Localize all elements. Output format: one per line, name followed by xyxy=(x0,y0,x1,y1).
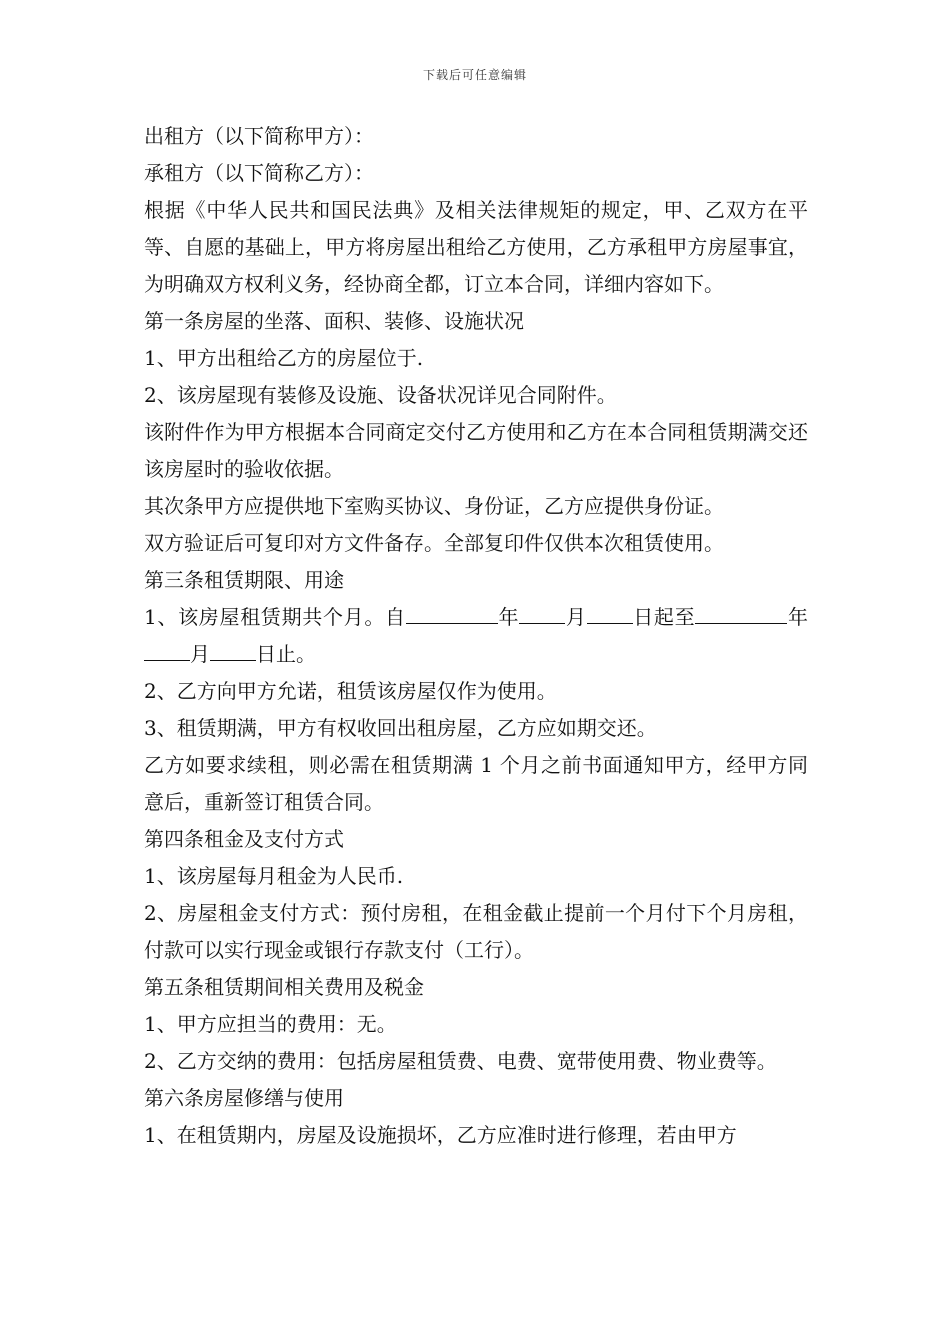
term-text-f: 月 xyxy=(190,642,210,666)
article-6-item-1: 1、在租赁期内，房屋及设施损坏，乙方应准时进行修理，若由甲方 xyxy=(144,1123,737,1147)
blank-end-day xyxy=(210,638,256,661)
header-note: 下载后可任意编辑 xyxy=(422,68,527,82)
article-4-item-1: 1、该房屋每月租金为人民币. xyxy=(144,864,404,888)
term-text-b: 年 xyxy=(497,605,520,629)
article-2-line-2: 双方验证后可复印对方文件备存。全部复印件仅供本次租赁使用。 xyxy=(144,531,724,555)
lessee-line: 承租方（以下简称乙方）： xyxy=(144,161,374,185)
article-5-item-1: 1、甲方应担当的费用：无。 xyxy=(144,1012,397,1036)
term-text-e: 年 xyxy=(787,605,809,629)
blank-start-day xyxy=(587,601,633,624)
article-5-item-2: 2、乙方交纳的费用：包括房屋租赁费、电费、宽带使用费、物业费等。 xyxy=(144,1049,777,1073)
article-1-note: 该附件作为甲方根据本合同商定交付乙方使用和乙方在本合同租赁期满交还该房屋时的验收依据。 xyxy=(144,420,808,481)
blank-end-month xyxy=(144,638,190,661)
term-text-g: 日止。 xyxy=(256,642,316,666)
article-3-renewal: 乙方如要求续租，则必需在租赁期满 1 个月之前书面通知甲方，经甲方同意后，重新签订租赁合同。 xyxy=(144,753,808,814)
term-text-c: 月 xyxy=(565,605,587,629)
blank-end-year xyxy=(695,601,787,624)
article-3-item-3: 3、租赁期满，甲方有权收回出租房屋，乙方应如期交还。 xyxy=(144,716,657,740)
blank-start-year xyxy=(406,601,498,624)
lessor-line: 出租方（以下简称甲方）： xyxy=(144,124,374,148)
article-5-title: 第五条租赁期间相关费用及税金 xyxy=(144,975,424,999)
article-3-item-1 xyxy=(144,599,808,673)
intro-paragraph: 根据《中华人民共和国民法典》及相关法律规矩的规定，甲、乙双方在平等、自愿的基础上，甲方将房屋出租给乙方使用，乙方承租甲方房屋事宜，为明确双方权利义务，经协商全都，订立本合同，详细内容如下。 xyxy=(144,198,808,296)
article-1-title: 第一条房屋的坐落、面积、装修、设施状况 xyxy=(144,309,524,333)
blank-start-month xyxy=(519,601,565,624)
article-1-item-2: 2、该房屋现有装修及设施、设备状况详见合同附件。 xyxy=(144,383,617,407)
article-1-item-1: 1、甲方出租给乙方的房屋位于. xyxy=(144,346,424,370)
term-text-d: 日起至 xyxy=(632,605,696,629)
article-4-item-2: 2、房屋租金支付方式：预付房租，在租金截止提前一个月付下个月房租，付款可以实行现金或银行存款支付（工行）。 xyxy=(144,901,808,962)
article-2-line-1: 其次条甲方应提供地下室购买协议、身份证，乙方应提供身份证。 xyxy=(144,494,724,518)
article-3-title: 第三条租赁期限、用途 xyxy=(144,568,344,592)
article-4-title: 第四条租金及支付方式 xyxy=(144,827,344,851)
article-6-title: 第六条房屋修缮与使用 xyxy=(144,1086,344,1110)
contract-body xyxy=(144,118,808,1154)
article-3-item-2: 2、乙方向甲方允诺，租赁该房屋仅作为使用。 xyxy=(144,679,557,703)
term-text-a: 1、该房屋租赁期共个月。自 xyxy=(144,605,406,629)
